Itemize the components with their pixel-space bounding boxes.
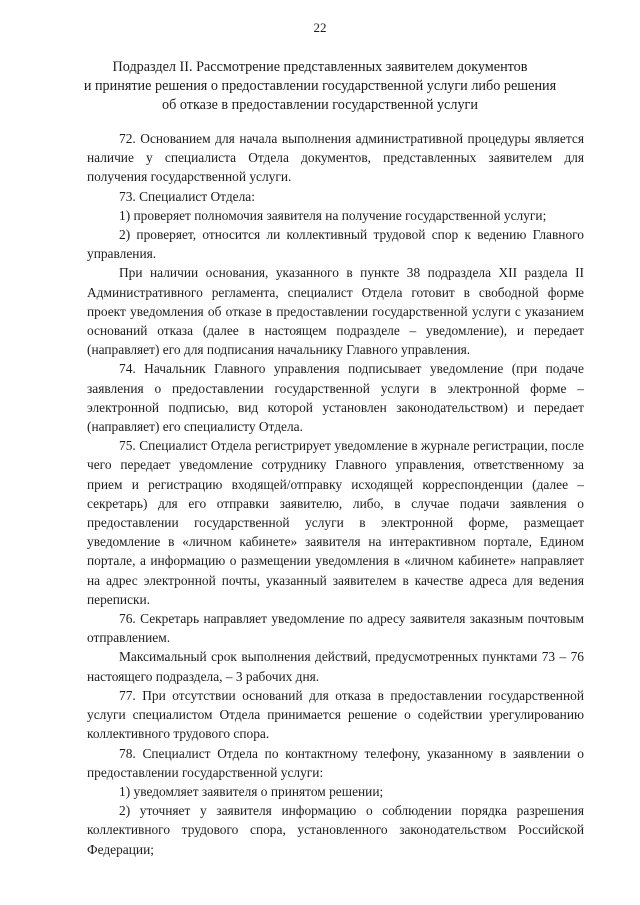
page-number: 22 [313, 20, 327, 35]
paragraph-73-item-1: 1) проверяет полномочия заявителя на получение государственной услуги; [119, 207, 547, 223]
paragraph-refusal-grounds: При наличии основания, указанного в пункте 38 подраздела XII раздела II Административного регламента, специалист Отдела готовит в свободной форме проект уведомления об отказе в предоставлении государственной услуги с указанием оснований отказа (далее в настоящем подразделе – уведомление), и передает (направляет) его для подписания начальнику Главного управления. [87, 265, 584, 358]
paragraph-72: 72. Основанием для начала выполнения административной процедуры является наличие у специалиста Отдела документов, представленных заявителем для получения государственной услуги. [87, 131, 584, 185]
paragraph-74: 74. Начальник Главного управления подписывает уведомление (при подаче заявления о предоставлении государственной услуги в электронной форме – электронной подписью, вид которой установлен законодательством) и передает (направляет) его специалисту Отдела. [87, 361, 584, 435]
paragraph-max-term: Максимальный срок выполнения действий, предусмотренных пунктами 73 – 76 настоящего подраздела, – 3 рабочих дня. [87, 649, 584, 684]
section-heading [80, 58, 560, 115]
document-body [87, 129, 584, 859]
heading-line: и принятие решения о предоставлении государственной услуги либо решения [83, 78, 557, 94]
heading-line: об отказе в предоставлении государственной услуги [162, 97, 478, 113]
paragraph-78-item-1: 1) уведомляет заявителя о принятом решении; [119, 783, 384, 799]
paragraph-73-item-2: 2) проверяет, относится ли коллективный трудовой спор к ведению Главного управления. [87, 227, 584, 262]
paragraph-73: 73. Специалист Отдела: [119, 188, 255, 204]
paragraph-78: 78. Специалист Отдела по контактному телефону, указанному в заявлении о предоставлении государственной услуги: [87, 745, 584, 780]
paragraph-78-item-2: 2) уточняет у заявителя информацию о соблюдении порядка разрешения коллективного трудового спора, установленного законодательством Российской Федерации; [87, 803, 584, 857]
heading-line: Подраздел II. Рассмотрение представленных заявителем документов [112, 59, 528, 75]
paragraph-75: 75. Специалист Отдела регистрирует уведомление в журнале регистрации, после чего передает уведомление сотруднику Главного управления, ответственному за прием и регистрацию входящей/отправку исходящей корреспонденции (далее – секретарь) для его отправки заявителю, либо, в случае подачи заявления о предоставлении государственной услуги в электронной форме, размещает уведомление в «личном кабинете» заявителя на интерактивном портале, Едином портале, а информацию о размещении уведомления в «личном кабинете» направляет на адрес электронной почты, указанный заявителем в качестве адреса для ведения переписки. [87, 438, 584, 607]
paragraph-76: 76. Секретарь направляет уведомление по адресу заявителя заказным почтовым отправлением. [87, 611, 584, 646]
paragraph-77: 77. При отсутствии оснований для отказа в предоставлении государственной услуги специалистом Отдела принимается решение о содействии урегулированию коллективного трудового спора. [87, 687, 584, 742]
